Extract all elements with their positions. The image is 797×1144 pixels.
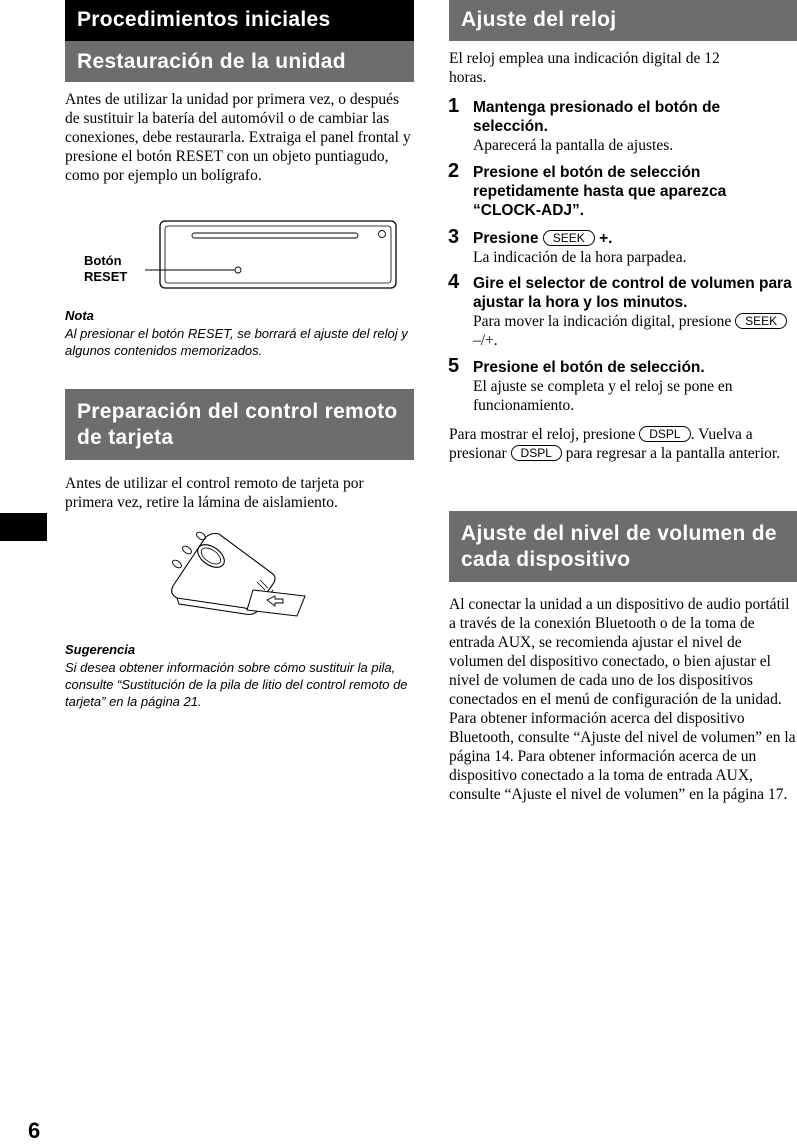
seek-button-label: SEEK bbox=[543, 230, 595, 246]
dspl-paragraph: Para mostrar el reloj, presione DSPL . Vuelva a presionar DSPL para regresar a la pantalla anterior. bbox=[449, 426, 781, 462]
step-3: 3 Presione SEEK +. La indicación de la hora parpadea. bbox=[448, 226, 687, 266]
section-header-restauracion: Restauración de la unidad bbox=[65, 41, 414, 82]
volume-paragraph: Al conectar la unidad a un dispositivo de audio portátil a través de la conexión Bluetooth o de la toma de entrada AUX, se recomienda ajustar el nivel de volumen del dispositivo conectado, o bien ajustar el nivel de volumen de cada uno de los dispositivos conectados en el menú de configuración de la unidad. Para obtener información acerca del dispositivo Bluetooth, consulte “Ajuste del nivel de volumen” en la página 14. Para obtener información acerca de un dispositivo conectado a la toma de entrada AUX, consulte “Ajuste el nivel de volumen” en la página 17. bbox=[449, 596, 796, 803]
side-tab-marker bbox=[0, 513, 47, 541]
sugerencia-title: Sugerencia bbox=[65, 642, 136, 657]
reset-button-label: Botón RESET bbox=[84, 253, 128, 284]
clock-intro: El reloj emplea una indicación digital de 12 horas. bbox=[449, 50, 720, 86]
sugerencia-text: Si desea obtener información sobre cómo sustituir la pila, consulte “Sustitución de la pila de litio del control remoto de tarjeta” en la página 21. bbox=[65, 660, 408, 709]
step-1: 1 Mantenga presionado el botón de selección. Aparecerá la pantalla de ajustes. bbox=[448, 95, 721, 154]
nota-title: Nota bbox=[65, 308, 94, 323]
unit-reset-illustration bbox=[140, 218, 400, 292]
section-header-procedimientos: Procedimientos iniciales bbox=[65, 0, 414, 41]
step-2: 2 Presione el botón de selección repetidamente hasta que aparezca “CLOCK-ADJ”. bbox=[448, 160, 727, 219]
section-header-reloj: Ajuste del reloj bbox=[449, 0, 797, 41]
nota-text: Al presionar el botón RESET, se borrará el ajuste del reloj y algunos contenidos memorizados. bbox=[65, 326, 408, 358]
step-4: 4 Gire el selector de control de volumen para ajustar la hora y los minutos. Para mover la indicación digital, presione SEEK –/+. bbox=[448, 271, 792, 349]
page-number: 6 bbox=[28, 1118, 41, 1143]
reset-paragraph: Antes de utilizar la unidad por primera vez, o después de sustituir la batería del automóvil o de cambiar las conexiones, debe restaurarla. Extraiga el panel frontal y presione el botón RESET con un objeto puntiagudo, como por ejemplo un bolígrafo. bbox=[65, 91, 411, 184]
section-header-volumen: Ajuste del nivel de volumen de cada dispositivo bbox=[449, 511, 797, 582]
step-5: 5 Presione el botón de selección. El ajuste se completa y el reloj se pone en funcionamiento. bbox=[448, 355, 733, 414]
seek-button-label: SEEK bbox=[735, 313, 787, 329]
dspl-button-label: DSPL bbox=[639, 426, 690, 442]
section-header-control-remoto: Preparación del control remoto de tarjeta bbox=[65, 389, 414, 460]
dspl-button-label: DSPL bbox=[511, 445, 562, 461]
remote-paragraph: Antes de utilizar el control remoto de tarjeta por primera vez, retire la lámina de aislamiento. bbox=[65, 475, 364, 511]
card-remote-illustration bbox=[165, 526, 310, 618]
